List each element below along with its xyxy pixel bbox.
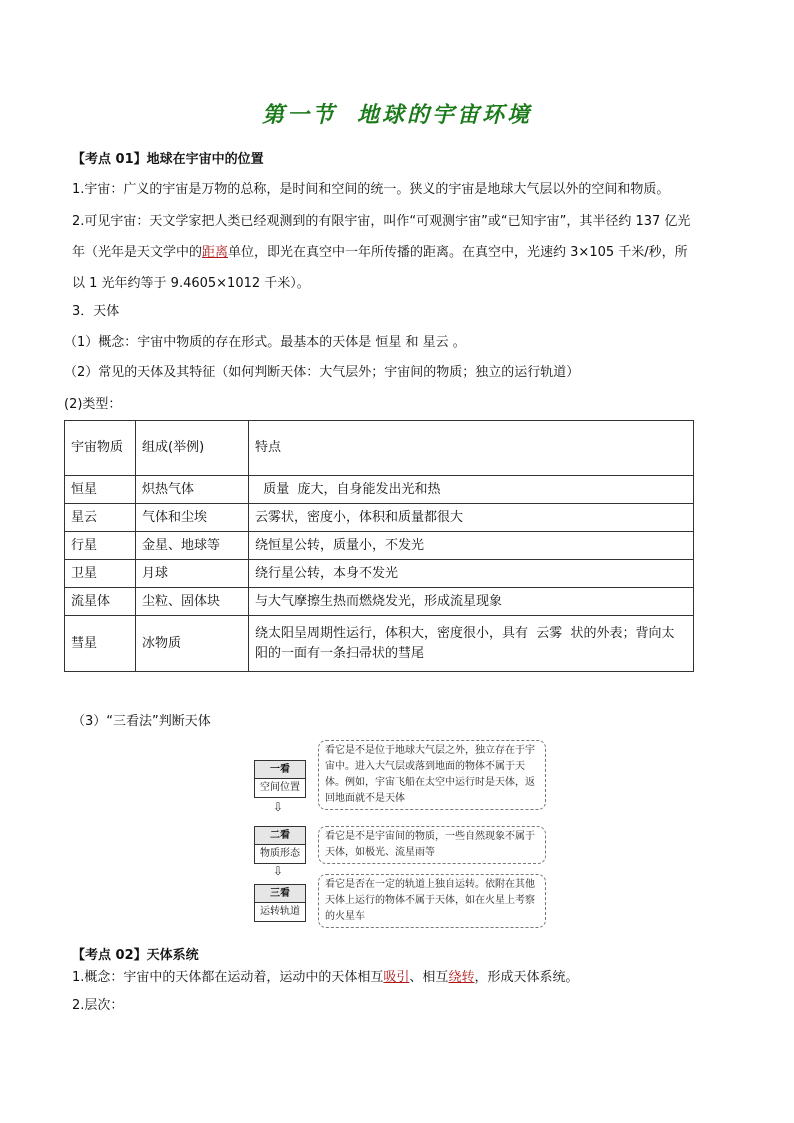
kaodian-tag: 【考点 01】	[72, 152, 147, 167]
table-cell: 质量 庞大，自身能发出光和热	[249, 476, 694, 504]
table-row	[65, 616, 694, 672]
flow-step-3-description: 看它是否在一定的轨道上独自运转。依附在其他天体上运行的物体不属于天体，如在火星上考察的火星车	[318, 874, 546, 928]
table-header-row	[65, 421, 694, 476]
section-number: 第一节	[261, 102, 337, 128]
table-cell: 金星、地球等	[136, 532, 249, 560]
text-run: ，形成天体系统。	[474, 970, 579, 985]
text-run: 、相互	[409, 970, 449, 985]
celestial-table	[64, 420, 694, 672]
para-celestial-heading: 3．天体	[72, 304, 120, 319]
text-run: 年（光年是天文学中的	[72, 245, 203, 260]
kaodian-tag: 【考点 02】	[72, 948, 147, 963]
down-arrow-icon: ⇩	[273, 864, 284, 878]
table-cell: 彗星	[65, 616, 136, 672]
highlight-distance: 距离	[202, 245, 229, 260]
table-cell: 绕太阳呈周期性运行，体积大，密度很小，具有 云雾 状的外表；背向太阳的一面有一条扫帚状的彗尾	[249, 616, 694, 672]
text-run: 单位，即光在真空中一年所传播的距离。在真空中，光速约 3×105 千米/秒，所	[228, 245, 688, 260]
flow-step-1	[254, 760, 306, 798]
kaodian-text: 天体系统	[146, 948, 199, 963]
table-header-cell: 特点	[249, 421, 694, 476]
flow-step-2	[254, 826, 306, 864]
flow-step-3	[254, 884, 306, 922]
section-title: 地球的宇宙环境	[357, 102, 533, 128]
table-header-cell: 组成(举例)	[136, 421, 249, 476]
table-cell: 云雾状，密度小，体积和质量都很大	[249, 504, 694, 532]
highlight-attract: 吸引	[383, 970, 410, 985]
flow-step-2-label: 物质形态	[260, 848, 300, 859]
table-cell: 绕恒星公转，质量小，不发光	[249, 532, 694, 560]
table-row	[65, 588, 694, 616]
down-arrow-icon: ⇩	[273, 800, 284, 814]
table-cell: 流星体	[65, 588, 136, 616]
flow-step-1-label: 空间位置	[260, 782, 300, 793]
para-visible-universe-3: 以 1 光年约等于 9.4605×1012 千米）。	[72, 276, 310, 291]
highlight-orbit: 绕转	[448, 970, 475, 985]
para-visible-universe-2	[72, 243, 688, 263]
flow-step-1-title: 一看	[255, 761, 305, 779]
para-three-look-method: （3）“三看法”判断天体	[72, 714, 211, 729]
para-system-concept	[72, 968, 578, 988]
para-levels: 2.层次：	[72, 998, 124, 1013]
flow-step-3-title: 三看	[255, 885, 305, 903]
table-cell: 尘粒、固体块	[136, 588, 249, 616]
para-universe: 1.宇宙：广义的宇宙是万物的总称，是时间和空间的统一。狭义的宇宙是地球大气层以外的空间和物质。	[72, 182, 670, 197]
kaodian-01-heading	[72, 148, 264, 167]
table-cell: 炽热气体	[136, 476, 249, 504]
flow-step-2-title: 二看	[255, 827, 305, 845]
table-row	[65, 504, 694, 532]
table-cell: 气体和尘埃	[136, 504, 249, 532]
flow-step-3-label: 运转轨道	[260, 906, 300, 917]
para-features: （2）常见的天体及其特征（如何判断天体：大气层外；宇宙间的物质；独立的运行轨道）	[64, 365, 580, 380]
table-row	[65, 532, 694, 560]
table-cell: 行星	[65, 532, 136, 560]
page-title	[0, 98, 794, 129]
flow-step-2-description: 看它是不是宇宙间的物质，一些自然现象不属于天体，如极光、流星雨等	[318, 826, 546, 864]
table-cell: 冰物质	[136, 616, 249, 672]
table-cell: 与大气摩擦生热而燃烧发光，形成流星现象	[249, 588, 694, 616]
table-cell: 卫星	[65, 560, 136, 588]
para-types: (2)类型：	[64, 397, 122, 412]
table-row	[65, 560, 694, 588]
para-visible-universe-1: 2.可见宇宙：天文学家把人类已经观测到的有限宇宙，叫作“可观测宇宙”或“已知宇宙”，其半径约 137 亿光	[72, 214, 691, 229]
table-cell: 星云	[65, 504, 136, 532]
table-cell: 绕行星公转，本身不发光	[249, 560, 694, 588]
table-row	[65, 476, 694, 504]
table-cell: 月球	[136, 560, 249, 588]
kaodian-text: 地球在宇宙中的位置	[146, 152, 264, 167]
table-cell: 恒星	[65, 476, 136, 504]
flow-step-1-description: 看它是不是位于地球大气层之外，独立存在于宇宙中。进入大气层或落到地面的物体不属于天体。例如，宇宙飞船在太空中运行时是天体，返回地面就不是天体	[318, 740, 546, 810]
text-run: 1.概念：宇宙中的天体都在运动着，运动中的天体相互	[72, 970, 384, 985]
para-concept: （1）概念：宇宙中物质的存在形式。最基本的天体是 恒星 和 星云 。	[64, 335, 466, 350]
table-header-cell: 宇宙物质	[65, 421, 136, 476]
kaodian-02-heading	[72, 944, 199, 963]
